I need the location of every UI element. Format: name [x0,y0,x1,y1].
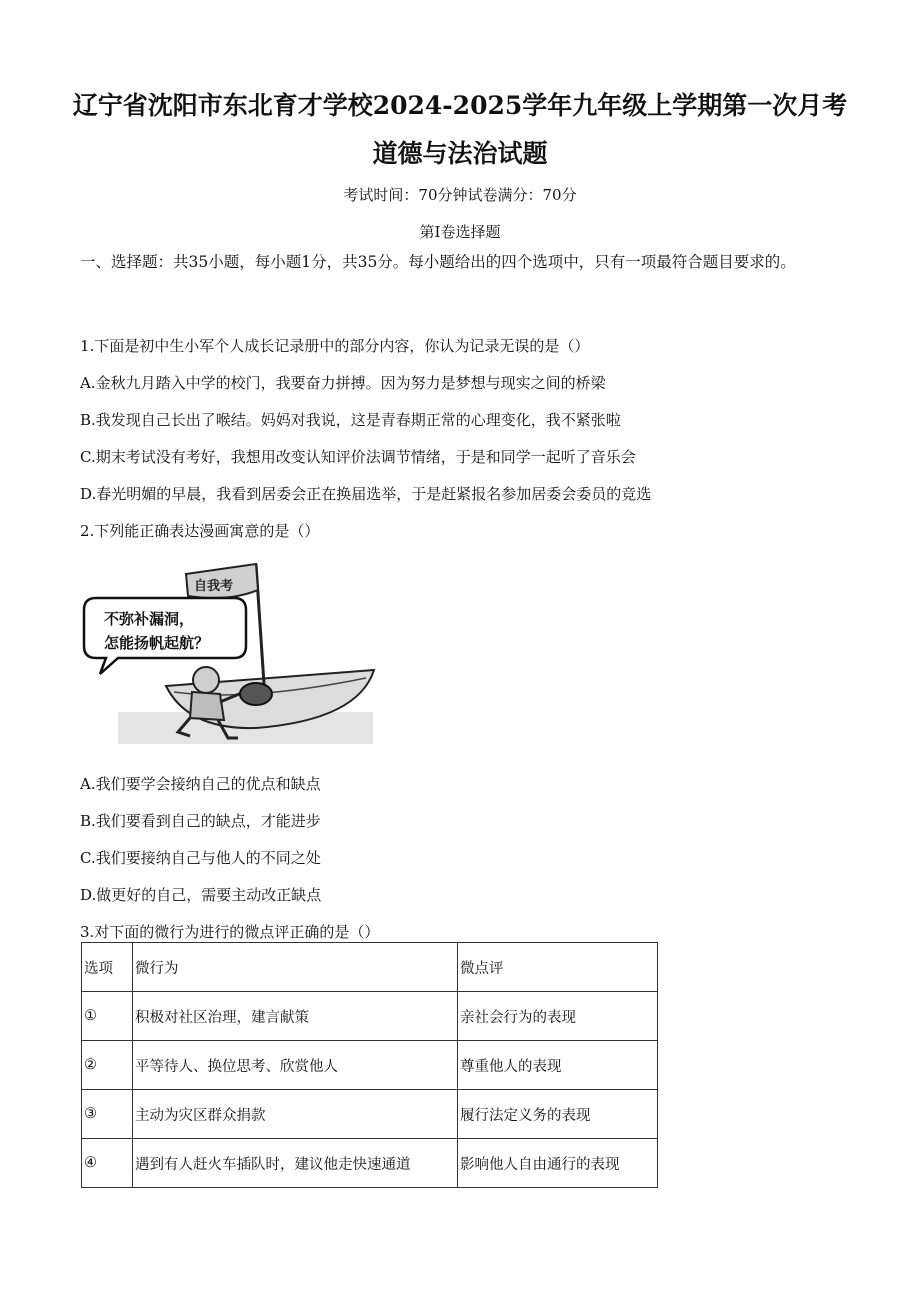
q2-cartoon-image [78,552,378,747]
table-row [82,1090,658,1139]
q2-option-b: B.我们要看到自己的缺点，才能进步 [80,812,321,830]
table-row [82,992,658,1041]
section-instruction: 一、选择题：共35小题，每小题1分，共35分。每小题给出的四个选项中，只有一项最符合题目要求的。 [80,253,796,271]
q2-option-d: D.做更好的自己，需要主动改正缺点 [80,886,322,904]
row-behavior: 积极对社区治理，建言献策 [133,992,458,1041]
speech-line1: 不弥补漏洞， [104,610,195,628]
exam-title-line2: 道德与法治试题 [372,139,548,168]
q1-option-d: D.春光明媚的早晨，我看到居委会正在换届选举，于是赶紧报名参加居委会委员的竞选 [80,485,652,503]
q1-option-b: B.我发现自己长出了喉结。妈妈对我说，这是青春期正常的心理变化，我不紧张啦 [80,411,621,429]
speech-line2: 怎能扬帆起航？ [104,634,210,652]
row-option: ③ [82,1090,133,1139]
row-comment: 影响他人自由通行的表现 [458,1139,658,1188]
row-behavior: 遇到有人赶火车插队时，建议他走快速通道 [133,1139,458,1188]
exam-title-line1: 辽宁省沈阳市东北育才学校2024-2025学年九年级上学期第一次月考 [72,91,848,120]
row-comment: 尊重他人的表现 [458,1041,658,1090]
q2-option-c: C.我们要接纳自己与他人的不同之处 [80,849,321,867]
table-row [82,1041,658,1090]
q1-option-a: A.金秋九月踏入中学的校门，我要奋力拼搏。因为努力是梦想与现实之间的桥梁 [80,374,606,392]
q3-table [81,942,658,1188]
row-option: ② [82,1041,133,1090]
header-cell-comment: 微点评 [458,943,658,992]
flag-text: 自我考 [194,579,234,594]
row-option: ④ [82,1139,133,1188]
row-comment: 亲社会行为的表现 [458,992,658,1041]
header-cell-option: 选项 [82,943,133,992]
q2-option-a: A.我们要学会接纳自己的优点和缺点 [80,775,321,793]
table-header-row [82,943,658,992]
q1-stem: 1.下面是初中生小军个人成长记录册中的部分内容，你认为记录无误的是（） [80,337,590,355]
q3-stem: 3.对下面的微行为进行的微点评正确的是（） [80,923,380,941]
row-option: ① [82,992,133,1041]
row-behavior: 主动为灾区群众捐款 [133,1090,458,1139]
row-behavior: 平等待人、换位思考、欣赏他人 [133,1041,458,1090]
exam-time-info: 考试时间：70分钟试卷满分：70分 [343,186,577,204]
q2-stem: 2.下列能正确表达漫画寓意的是（） [80,522,320,540]
q1-option-c: C.期末考试没有考好，我想用改变认知评价法调节情绪，于是和同学一起听了音乐会 [80,448,636,466]
header-cell-behavior: 微行为 [133,943,458,992]
part-title: 第I卷选择题 [419,223,501,241]
table-row [82,1139,658,1188]
row-comment: 履行法定义务的表现 [458,1090,658,1139]
